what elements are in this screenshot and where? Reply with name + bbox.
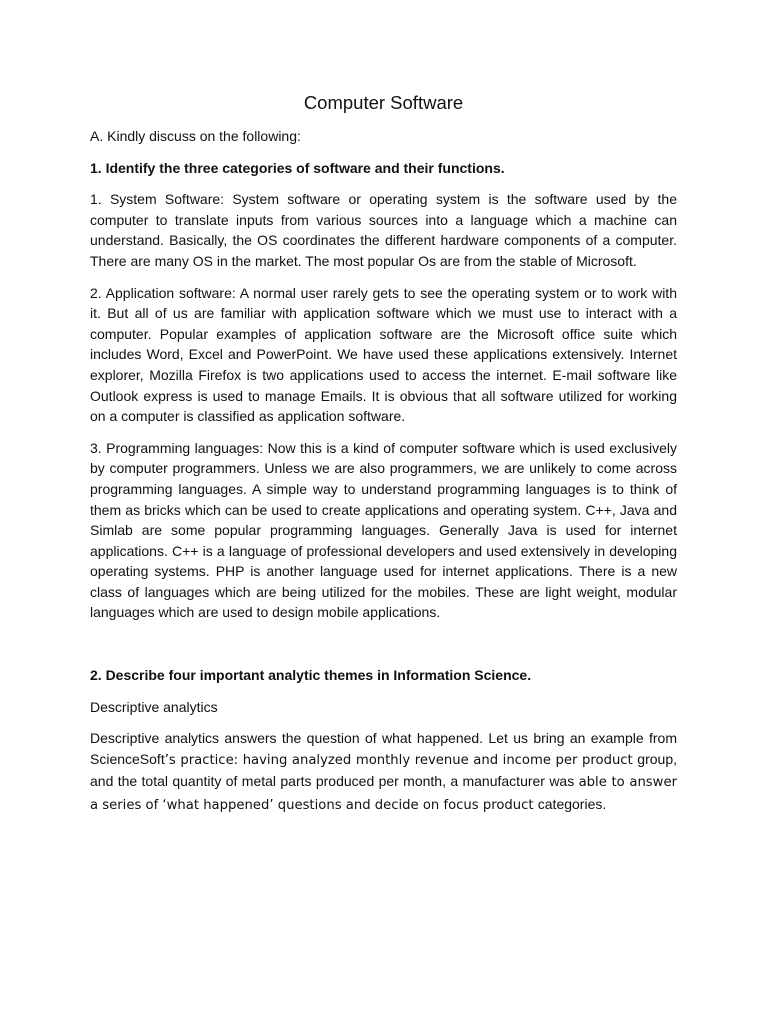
question-2-heading: 2. Describe four important analytic themes in Information Science. bbox=[90, 667, 532, 684]
descriptive-text-part-4: able to answer a series of ‘what happened’ questions and decide on focus product bbox=[90, 775, 677, 814]
descriptive-analytics-paragraph bbox=[90, 728, 677, 816]
document-page bbox=[90, 90, 677, 828]
descriptive-text-part-3: group, and the total quantity of metal parts produced per month, a manufacturer was bbox=[90, 750, 677, 790]
programming-languages-paragraph: 3. Programming languages: Now this is a kind of computer software which is used exclusively by computer programmers. Unless we are also programmers, we are unlikely to come across programming languages. A simple way to understand programming languages is to think of them as bricks which can be used to create applications and operating system. C++, Java and Simlab are some popular programming languages. Generally Java is used for internet applications. C++ is a language of professional developers and used extensively in developing operating systems. PHP is another language used for internet applications. There is a new class of languages which are being utilized for the mobiles. These are light weight, modular languages which are used to design mobile applications. bbox=[90, 439, 677, 621]
intro-text: A. Kindly discuss on the following: bbox=[90, 128, 301, 144]
descriptive-text-part-2: ’s practice: having analyzed monthly revenue and income per product bbox=[164, 752, 638, 768]
question-1-heading: 1. Identify the three categories of software and their functions. bbox=[90, 159, 505, 176]
descriptive-text-part-5: categories. bbox=[537, 796, 607, 813]
application-software-paragraph: 2. Application software: A normal user rarely gets to see the operating system or to work with it. But all of us are familiar with application software which we must use to interact with a computer. Popular examples of application software are the Microsoft office suite which includes Word, Excel and PowerPoint. We have used these applications extensively. Internet explorer, Mozilla Firefox is two applications used to access the internet. E-mail software like Outlook express is used to manage Emails. It is obvious that all software utilized for working on a computer is classified as application software. bbox=[90, 284, 677, 425]
page-title: Computer Software bbox=[303, 92, 464, 113]
descriptive-analytics-heading: Descriptive analytics bbox=[90, 698, 218, 715]
system-software-paragraph: 1. System Software: System software or operating system is the software used by the computer to translate inputs from various sources into a language which a machine can understand. Basically, the OS coordinates the different hardware components of a computer. There are many OS in the market. The most popular Os are from the stable of Microsoft. bbox=[90, 191, 677, 269]
descriptive-text-part-1: Descriptive analytics answers the question of what happened. Let us bring an example from ScienceSoft bbox=[90, 730, 677, 767]
